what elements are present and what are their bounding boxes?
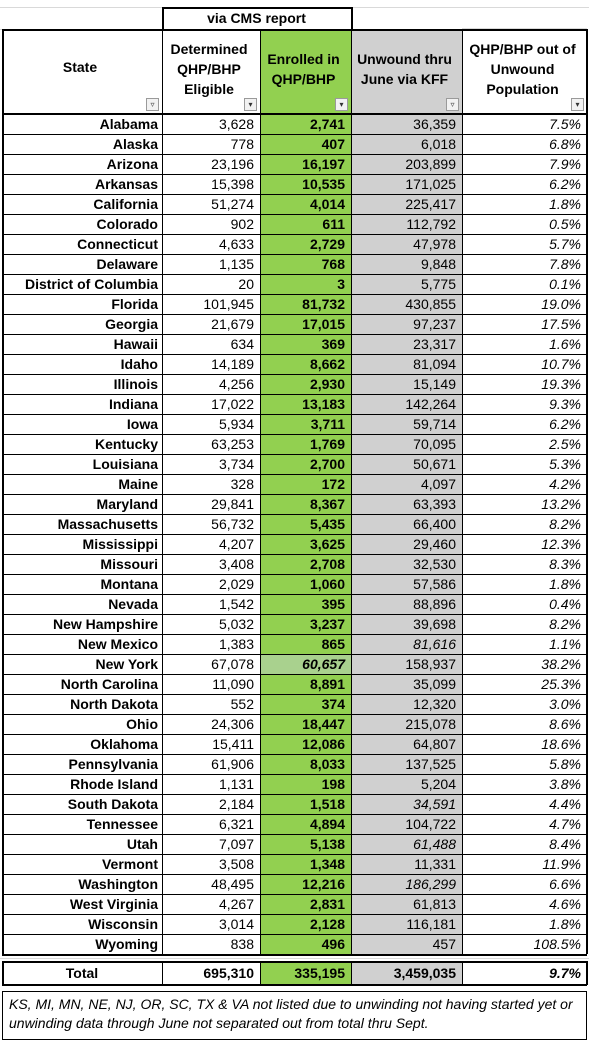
pct-cell[interactable]: 1.8% [549, 196, 581, 212]
state-cell[interactable]: Mississippi [82, 536, 158, 552]
sort-filter-icon[interactable]: ▿ [446, 98, 459, 111]
determined-cell[interactable]: 20 [238, 276, 254, 292]
unwound-cell[interactable]: 186,299 [405, 876, 456, 892]
pct-cell[interactable]: 1.8% [549, 576, 581, 592]
enrolled-cell[interactable]: 198 [321, 776, 345, 792]
unwound-cell[interactable]: 63,393 [413, 496, 456, 512]
border-line [2, 394, 587, 395]
determined-cell[interactable]: 61,906 [211, 756, 254, 772]
state-cell[interactable]: District of Columbia [24, 276, 158, 292]
border-line [2, 314, 587, 315]
border-line [2, 194, 587, 195]
unwound-cell[interactable]: 23,317 [413, 336, 456, 352]
determined-cell[interactable]: 7,097 [218, 836, 254, 852]
enrolled-cell[interactable]: 611 [322, 216, 345, 232]
border-line [2, 954, 587, 956]
determined-cell[interactable]: 902 [230, 216, 254, 232]
border-line [2, 774, 587, 775]
state-cell[interactable]: Idaho [120, 356, 158, 372]
border-line [260, 961, 261, 985]
border-line [2, 914, 587, 915]
column-header-state-label: State [62, 59, 98, 75]
pct-cell[interactable]: 0.4% [549, 596, 581, 612]
unwound-cell[interactable]: 6,018 [420, 136, 456, 152]
enrolled-cell[interactable]: 3,625 [309, 536, 345, 552]
unwound-cell[interactable]: 36,359 [413, 116, 456, 132]
state-cell[interactable]: California [93, 196, 158, 212]
unwound-cell[interactable]: 88,896 [413, 596, 456, 612]
column-header-pct-label: QHP/BHP out of Unwound Population [469, 41, 576, 97]
enrolled-cell[interactable]: 81,732 [302, 296, 345, 312]
state-cell[interactable]: New York [95, 656, 158, 672]
pct-cell[interactable]: 5.8% [549, 756, 581, 772]
enrolled-cell[interactable]: 374 [321, 696, 345, 712]
enrolled-cell[interactable]: 1,060 [309, 576, 345, 592]
enrolled-cell[interactable]: 2,741 [309, 116, 345, 132]
enrolled-cell[interactable]: 1,518 [309, 796, 345, 812]
state-cell[interactable]: Colorado [96, 216, 158, 232]
pct-cell[interactable]: 8.3% [549, 556, 581, 572]
state-cell[interactable]: Hawaii [113, 336, 158, 352]
determined-cell[interactable]: 11,090 [212, 676, 254, 692]
unwound-cell[interactable]: 66,400 [413, 516, 456, 532]
pct-cell[interactable]: 3.0% [549, 696, 581, 712]
border-line [2, 894, 587, 895]
pct-cell[interactable]: 8.2% [549, 616, 581, 632]
pct-cell[interactable]: 38.2% [541, 656, 581, 672]
enrolled-cell[interactable]: 13,183 [302, 396, 345, 412]
border-line [2, 874, 587, 875]
state-cell[interactable]: Illinois [113, 376, 158, 392]
state-cell[interactable]: North Dakota [70, 696, 158, 712]
unwound-cell[interactable]: 50,671 [413, 456, 456, 472]
unwound-cell[interactable]: 116,181 [406, 916, 456, 932]
state-cell[interactable]: Alaska [112, 136, 158, 152]
enrolled-cell[interactable]: 2,700 [309, 456, 345, 472]
unwound-cell[interactable]: 4,097 [420, 476, 456, 492]
border-line [2, 594, 587, 595]
state-cell[interactable]: Arizona [106, 156, 158, 172]
column-header-unwound-label: Unwound thru June via KFF [357, 51, 452, 87]
pct-cell[interactable]: 2.5% [549, 436, 581, 452]
unwound-cell[interactable]: 104,722 [405, 816, 456, 832]
pct-cell[interactable]: 5.7% [549, 236, 581, 252]
border-line [2, 234, 587, 235]
state-cell[interactable]: Kentucky [94, 436, 158, 452]
unwound-cell[interactable]: 11,331 [414, 856, 456, 872]
unwound-cell[interactable]: 5,775 [420, 276, 456, 292]
enrolled-cell[interactable]: 8,033 [309, 756, 345, 772]
unwound-cell[interactable]: 457 [432, 936, 456, 952]
pct-cell[interactable]: 11.9% [542, 856, 581, 872]
pct-cell[interactable]: 6.2% [549, 176, 581, 192]
border-line [162, 7, 352, 9]
unwound-cell[interactable]: 34,591 [413, 796, 456, 812]
border-line [462, 29, 463, 954]
state-cell[interactable]: Alabama [99, 116, 158, 132]
enrolled-cell[interactable]: 2,831 [309, 896, 345, 912]
unwound-cell[interactable]: 35,099 [413, 676, 456, 692]
total-unwound[interactable]: 3,459,035 [393, 965, 456, 981]
column-header-enrolled-label: Enrolled in QHP/BHP [267, 51, 340, 87]
state-cell[interactable]: Washington [78, 876, 158, 892]
unwound-cell[interactable]: 112,792 [406, 216, 456, 232]
border-line [2, 714, 587, 715]
unwound-cell[interactable]: 9,848 [420, 256, 456, 272]
border-line [2, 814, 587, 815]
determined-cell[interactable]: 29,841 [211, 496, 254, 512]
unwound-cell[interactable]: 137,525 [405, 756, 456, 772]
determined-cell[interactable]: 48,495 [211, 876, 254, 892]
filter-dropdown-icon[interactable]: ▾ [335, 98, 348, 111]
enrolled-cell[interactable]: 2,930 [309, 376, 345, 392]
determined-cell[interactable]: 4,267 [218, 896, 254, 912]
pct-cell[interactable]: 0.1% [549, 276, 581, 292]
enrolled-cell[interactable]: 8,891 [309, 676, 345, 692]
enrolled-cell[interactable]: 12,216 [302, 876, 345, 892]
pct-cell[interactable]: 5.3% [549, 456, 581, 472]
state-cell[interactable]: Indiana [108, 396, 158, 412]
unwound-cell[interactable]: 5,204 [420, 776, 456, 792]
unwound-cell[interactable]: 15,149 [413, 376, 456, 392]
sort-filter-icon[interactable]: ▿ [146, 98, 159, 111]
border-line [2, 113, 587, 115]
pct-cell[interactable]: 17.5% [541, 316, 581, 332]
determined-cell[interactable]: 3,408 [218, 556, 254, 572]
state-cell[interactable]: North Carolina [60, 676, 158, 692]
state-cell[interactable]: Wisconsin [88, 916, 158, 932]
state-cell[interactable]: Massachusetts [57, 516, 158, 532]
determined-cell[interactable]: 1,383 [218, 636, 254, 652]
enrolled-cell[interactable]: 12,086 [302, 736, 345, 752]
border-line [2, 414, 587, 415]
pct-cell[interactable]: 7.8% [549, 256, 581, 272]
state-cell[interactable]: Pennsylvania [68, 756, 158, 772]
border-line [2, 834, 587, 835]
pct-cell[interactable]: 4.7% [549, 816, 581, 832]
state-cell[interactable]: Vermont [101, 856, 158, 872]
enrolled-cell[interactable]: 4,014 [309, 196, 345, 212]
unwound-cell[interactable]: 225,417 [405, 196, 456, 212]
state-cell[interactable]: Oklahoma [90, 736, 158, 752]
determined-cell[interactable]: 67,078 [211, 656, 254, 672]
determined-cell[interactable]: 2,184 [218, 796, 254, 812]
determined-cell[interactable]: 5,934 [218, 416, 254, 432]
border-line [2, 961, 587, 963]
state-cell[interactable]: West Virginia [69, 896, 158, 912]
state-cell[interactable]: Delaware [96, 256, 158, 272]
total-determined[interactable]: 695,310 [203, 965, 254, 981]
border-line [2, 854, 587, 855]
determined-cell[interactable]: 101,945 [203, 296, 254, 312]
determined-cell[interactable]: 3,734 [218, 456, 254, 472]
pct-cell[interactable]: 6.6% [549, 876, 581, 892]
enrolled-cell[interactable]: 4,894 [309, 816, 345, 832]
border-line [2, 754, 587, 755]
unwound-cell[interactable]: 70,095 [413, 436, 456, 452]
column-header-pct[interactable] [462, 29, 587, 113]
determined-cell[interactable]: 21,679 [211, 316, 254, 332]
determined-cell[interactable]: 3,508 [218, 856, 254, 872]
enrolled-cell[interactable]: 2,729 [309, 236, 345, 252]
border-line [2, 694, 587, 695]
pct-cell[interactable]: 108.5% [533, 936, 581, 952]
border-line [586, 961, 588, 985]
border-line [2, 354, 587, 355]
state-cell[interactable]: Rhode Island [70, 776, 158, 792]
determined-cell[interactable]: 552 [230, 696, 254, 712]
border-line [2, 374, 587, 375]
determined-cell[interactable]: 14,189 [211, 356, 254, 372]
enrolled-cell[interactable]: 407 [321, 136, 345, 152]
border-line [260, 29, 261, 954]
total-enrolled[interactable]: 335,195 [294, 965, 345, 981]
enrolled-cell[interactable]: 2,128 [309, 916, 345, 932]
unwound-cell[interactable]: 29,460 [413, 536, 456, 552]
border-line [162, 7, 164, 29]
determined-cell[interactable]: 2,029 [218, 576, 254, 592]
unwound-cell[interactable]: 61,488 [413, 836, 456, 852]
border-line [2, 961, 4, 985]
border-line [2, 654, 587, 655]
determined-cell[interactable]: 778 [230, 136, 254, 152]
enrolled-cell[interactable]: 865 [321, 636, 345, 652]
determined-cell[interactable]: 4,633 [218, 236, 254, 252]
determined-cell[interactable]: 4,256 [218, 376, 254, 392]
pct-cell[interactable]: 1.8% [549, 916, 581, 932]
pct-cell[interactable]: 8.2% [549, 516, 581, 532]
pct-cell[interactable]: 10.7% [541, 356, 581, 372]
unwound-cell[interactable]: 158,937 [405, 656, 456, 672]
border-line [2, 274, 587, 275]
state-cell[interactable]: Wyoming [95, 936, 158, 952]
unwound-cell[interactable]: 32,530 [413, 556, 456, 572]
determined-cell[interactable]: 1,135 [218, 256, 254, 272]
unwound-cell[interactable]: 215,078 [405, 716, 456, 732]
footnote: KS, MI, MN, NE, NJ, OR, SC, TX & VA not listed due to unwinding not having started yet or unwinding data through June not separated out from total thru Sept. [2, 991, 587, 1040]
determined-cell[interactable]: 838 [230, 936, 254, 952]
unwound-cell[interactable]: 97,237 [413, 316, 456, 332]
border-line [2, 494, 587, 495]
unwound-cell[interactable]: 61,813 [413, 896, 456, 912]
border-line [2, 554, 587, 555]
enrolled-cell[interactable]: 5,435 [309, 516, 345, 532]
state-cell[interactable]: Maine [118, 476, 158, 492]
border-line [2, 134, 587, 135]
border-line [2, 534, 587, 535]
state-cell[interactable]: Iowa [126, 416, 158, 432]
state-cell[interactable]: Connecticut [77, 236, 158, 252]
pct-cell[interactable]: 1.1% [549, 636, 581, 652]
pct-cell[interactable]: 25.3% [541, 676, 581, 692]
enrolled-cell[interactable]: 3,711 [310, 416, 345, 432]
unwound-cell[interactable]: 430,855 [405, 296, 456, 312]
state-cell[interactable]: Louisiana [92, 456, 158, 472]
border-line [2, 294, 587, 295]
state-cell[interactable]: Missouri [100, 556, 158, 572]
state-cell[interactable]: Maryland [96, 496, 158, 512]
border-line [2, 984, 587, 986]
enrolled-cell[interactable]: 395 [321, 596, 345, 612]
unwound-cell[interactable]: 203,899 [405, 156, 456, 172]
enrolled-cell[interactable]: 369 [321, 336, 345, 352]
determined-cell[interactable]: 51,274 [211, 196, 254, 212]
enrolled-cell[interactable]: 1,348 [309, 856, 345, 872]
enrolled-cell[interactable]: 1,769 [309, 436, 345, 452]
determined-cell[interactable]: 5,032 [218, 616, 254, 632]
pct-cell[interactable]: 6.8% [549, 136, 581, 152]
enrolled-cell[interactable]: 2,708 [309, 556, 345, 572]
determined-cell[interactable]: 4,207 [218, 536, 254, 552]
state-cell[interactable]: South Dakota [67, 796, 158, 812]
state-cell[interactable]: Utah [126, 836, 158, 852]
border-line [2, 614, 587, 615]
pct-cell[interactable]: 19.0% [541, 296, 581, 312]
pct-cell[interactable]: 4.4% [549, 796, 581, 812]
determined-cell[interactable]: 1,542 [218, 596, 254, 612]
unwound-cell[interactable]: 64,807 [413, 736, 456, 752]
pct-cell[interactable]: 18.6% [541, 736, 581, 752]
state-cell[interactable]: Nevada [108, 596, 158, 612]
pct-cell[interactable]: 7.9% [549, 156, 581, 172]
cms-report-label: via CMS report [207, 10, 306, 26]
unwound-cell[interactable]: 81,616 [413, 636, 456, 652]
border-line [2, 514, 587, 515]
determined-cell[interactable]: 15,411 [212, 736, 254, 752]
determined-cell[interactable]: 63,253 [211, 436, 254, 452]
determined-cell[interactable]: 328 [230, 476, 254, 492]
unwound-cell[interactable]: 142,264 [405, 396, 456, 412]
state-cell[interactable]: Montana [100, 576, 158, 592]
unwound-cell[interactable]: 47,978 [413, 236, 456, 252]
filter-dropdown-icon[interactable]: ▾ [244, 98, 257, 111]
pct-cell[interactable]: 4.2% [549, 476, 581, 492]
enrolled-cell[interactable]: 17,015 [302, 316, 345, 332]
determined-cell[interactable]: 17,022 [211, 396, 254, 412]
enrolled-cell[interactable]: 18,447 [302, 716, 345, 732]
enrolled-cell[interactable]: 768 [321, 256, 345, 272]
enrolled-cell[interactable]: 60,657 [260, 654, 351, 674]
border-line [2, 434, 587, 435]
determined-cell[interactable]: 24,306 [211, 716, 254, 732]
border-line [2, 634, 587, 635]
filter-dropdown-icon[interactable]: ▾ [571, 98, 584, 111]
determined-cell[interactable]: 15,398 [211, 176, 254, 192]
pct-cell[interactable]: 1.6% [549, 336, 581, 352]
unwound-cell[interactable]: 171,025 [405, 176, 456, 192]
enrolled-cell[interactable]: 496 [321, 936, 345, 952]
enrolled-cell[interactable]: 3,237 [309, 616, 345, 632]
pct-cell[interactable]: 4.6% [549, 896, 581, 912]
enrolled-cell[interactable]: 5,138 [309, 836, 345, 852]
determined-cell[interactable]: 1,131 [218, 776, 254, 792]
state-cell[interactable]: New Hampshire [52, 616, 158, 632]
pct-cell[interactable]: 12.3% [541, 536, 581, 552]
column-header-state[interactable] [2, 29, 162, 113]
determined-cell[interactable]: 634 [230, 336, 254, 352]
enrolled-cell[interactable]: 10,535 [302, 176, 345, 192]
pct-cell[interactable]: 6.2% [549, 416, 581, 432]
state-cell[interactable]: Tennessee [86, 816, 158, 832]
border-line [351, 7, 353, 29]
pct-cell[interactable]: 8.6% [549, 716, 581, 732]
determined-cell[interactable]: 23,196 [211, 156, 254, 172]
pct-cell[interactable]: 8.4% [549, 836, 581, 852]
state-cell[interactable]: Ohio [126, 716, 158, 732]
unwound-cell[interactable]: 12,320 [413, 696, 456, 712]
border-line [2, 474, 587, 475]
border-line [2, 174, 587, 175]
border-line [351, 29, 352, 954]
border-line [2, 734, 587, 735]
gridline [0, 958, 589, 959]
pct-cell[interactable]: 19.3% [541, 376, 581, 392]
state-cell[interactable]: Georgia [105, 316, 158, 332]
border-line [2, 674, 587, 675]
border-line [2, 794, 587, 795]
unwound-cell[interactable]: 59,714 [413, 416, 456, 432]
total-pct[interactable]: 9.7% [549, 965, 581, 981]
unwound-cell[interactable]: 81,094 [413, 356, 456, 372]
border-line [351, 961, 352, 985]
border-line [2, 154, 587, 155]
state-cell[interactable]: Florida [111, 296, 158, 312]
determined-cell[interactable]: 6,321 [218, 816, 254, 832]
pct-cell[interactable]: 7.5% [549, 116, 581, 132]
total-label[interactable]: Total [65, 965, 99, 981]
unwound-cell[interactable]: 57,586 [413, 576, 456, 592]
state-cell[interactable]: Arkansas [94, 176, 158, 192]
determined-cell[interactable]: 56,732 [211, 516, 254, 532]
enrolled-cell[interactable]: 172 [321, 476, 345, 492]
border-line [462, 961, 463, 985]
pct-cell[interactable]: 0.5% [549, 216, 581, 232]
border-line [162, 29, 163, 954]
border-line [2, 29, 587, 31]
enrolled-cell[interactable]: 8,662 [309, 356, 345, 372]
enrolled-cell[interactable]: 8,367 [309, 496, 345, 512]
border-line [162, 961, 163, 985]
state-cell[interactable]: New Mexico [77, 636, 158, 652]
border-line [2, 254, 587, 255]
pct-cell[interactable]: 13.2% [541, 496, 581, 512]
border-line [2, 334, 587, 335]
border-line [2, 934, 587, 935]
enrolled-cell[interactable]: 3 [337, 276, 345, 292]
pct-cell[interactable]: 3.8% [549, 776, 581, 792]
border-line [2, 454, 587, 455]
border-line [2, 214, 587, 215]
unwound-cell[interactable]: 39,698 [413, 616, 456, 632]
enrolled-cell[interactable]: 16,197 [302, 156, 345, 172]
pct-cell[interactable]: 9.3% [549, 396, 581, 412]
column-header-determined-label: Determined QHP/BHP Eligible [170, 41, 248, 97]
border-line [2, 29, 4, 954]
border-line [2, 574, 587, 575]
determined-cell[interactable]: 3,628 [218, 116, 254, 132]
determined-cell[interactable]: 3,014 [218, 916, 254, 932]
border-line [586, 29, 588, 954]
